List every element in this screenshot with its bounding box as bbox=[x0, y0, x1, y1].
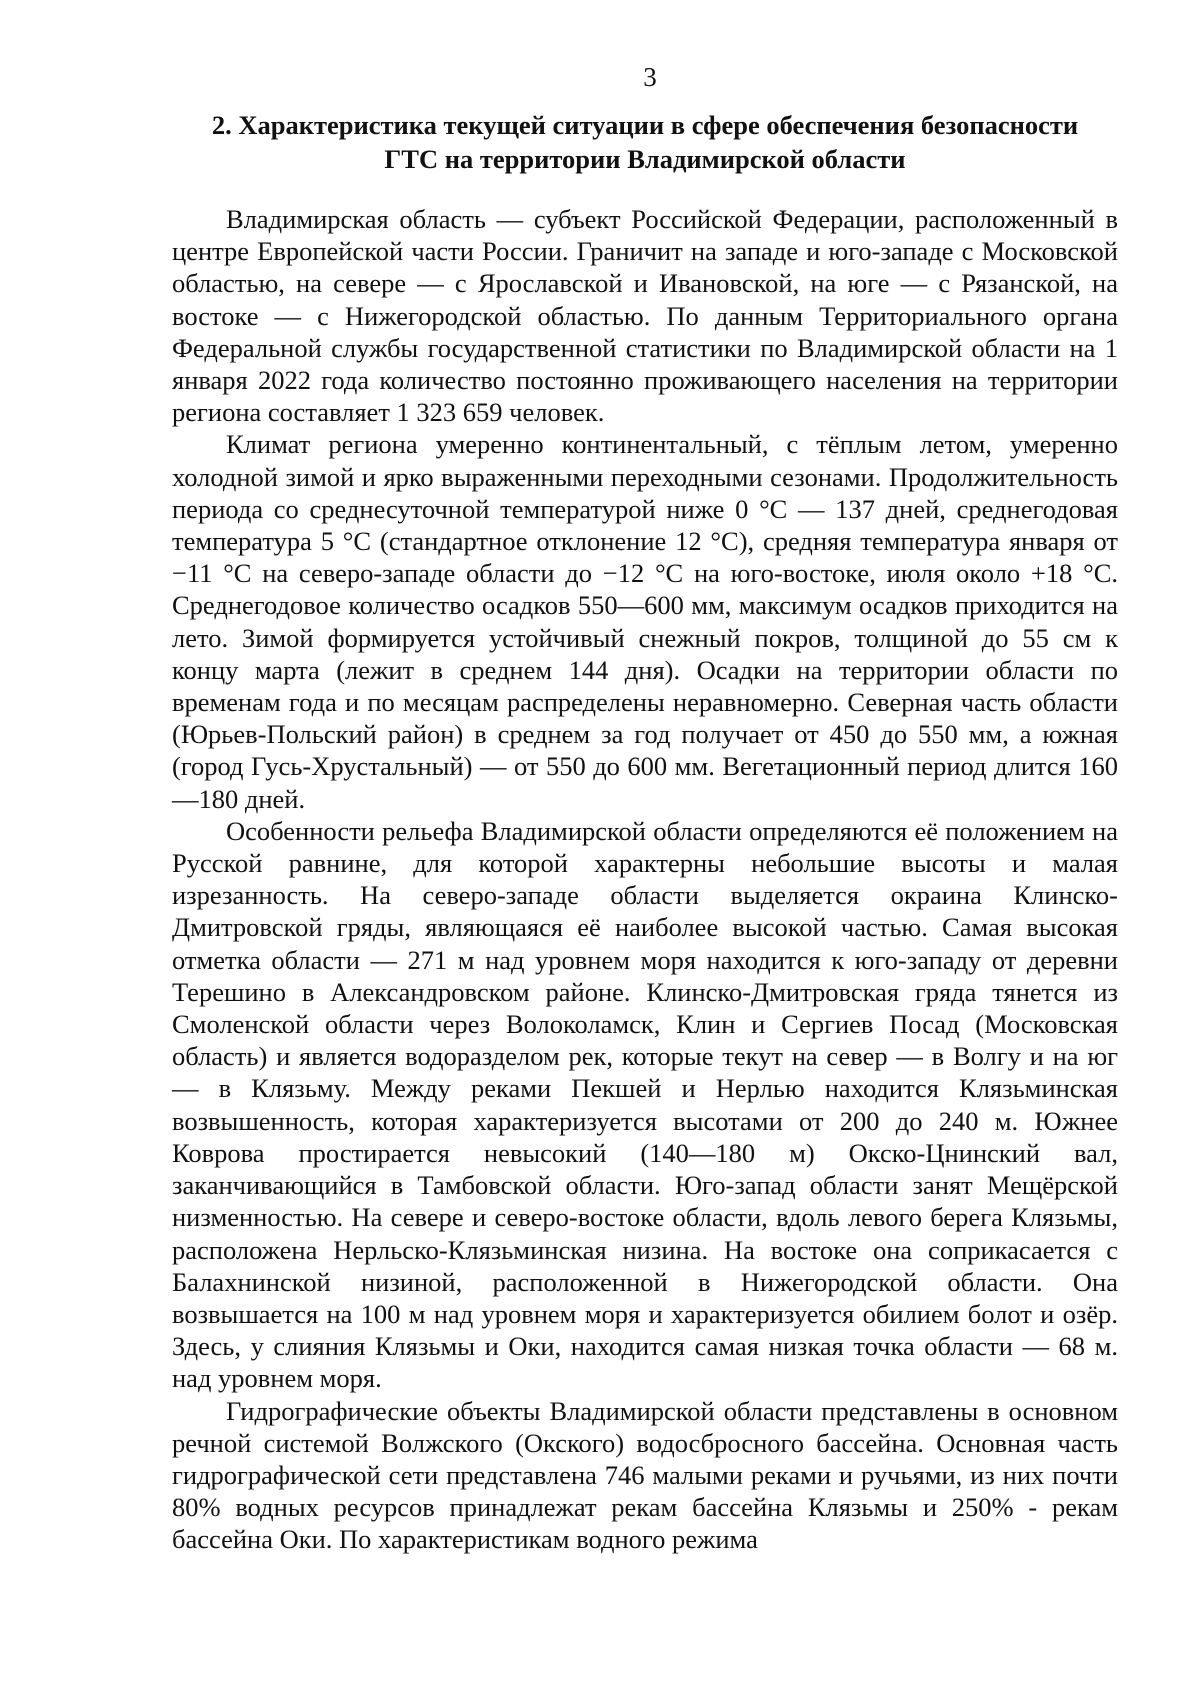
body-text bbox=[172, 203, 1118, 1556]
section-heading-line-2: ГТС на территории Владимирской области bbox=[384, 144, 906, 174]
paragraph-climate: Климат региона умеренно континентальный, с тёплым летом, умеренно холодной зимой и ярко выраженными переходными сезонами. Продолжительность периода со среднесуточной температурой ниже 0 °C — 137 дней, среднегодовая температура 5 °C (стандартное отклонение 12 °C), средняя температура января от −11 °C на северо-западе области до −12 °C на юго-востоке, июля около +18 °C. Среднегодовое количество осадков 550—600 мм, максимум осадков приходится на лето. Зимой формируется устойчивый снежный покров, толщиной до 55 см к концу марта (лежит в среднем 144 дня). Осадки на территории области по временам года и по месяцам распределены неравномерно. Северная часть области (Юрьев-Польский район) в среднем за год получает от 450 до 550 мм, а южная (город Гусь-Хрустальный) — от 550 до 600 мм. Вегетационный период длится 160—180 дней. bbox=[172, 429, 1118, 814]
paragraph-relief: Особенности рельефа Владимирской области определяются её положением на Русской равнине, для которой характерны небольшие высоты и малая изрезанность. На северо-западе области выделяется окраина Клинско-Дмитровской гряды, являющаяся её наиболее высокой частью. Самая высокая отметка области — 271 м над уровнем моря находится к юго-западу от деревни Терешино в Александровском районе. Клинско-Дмитровская гряда тянется из Смоленской области через Волоколамск, Клин и Сергиев Посад (Московская область) и является водоразделом рек, которые текут на север — в Волгу и на юг — в Клязьму. Между реками Пекшей и Нерлью находится Клязьминская возвышенность, которая характеризуется высотами от 200 до 240 м. Южнее Коврова простирается невысокий (140—180 м) Окско-Цнинский вал, заканчивающийся в Тамбовской области. Юго-запад области занят Мещёрской низменностью. На севере и северо-востоке области, вдоль левого берега Клязьмы, расположена Нерльско-Клязьминская низина. На востоке она соприкасается с Балахнинской низиной, расположенной в Нижегородской области. Она возвышается на 100 м над уровнем моря и характеризуется обилием болот и озёр. Здесь, у слияния Клязьмы и Оки, находится самая низкая точка области — 68 м. над уровнем моря. bbox=[172, 815, 1118, 1394]
section-heading bbox=[170, 108, 1120, 176]
paragraph-location: Владимирская область — субъект Российской Федерации, расположенный в центре Европейской части России. Граничит на западе и юго-западе с Московской областью, на севере — с Ярославской и Ивановской, на юге — с Рязанской, на востоке — с Нижегородской областью. По данным Территориального органа Федеральной службы государственной статистики по Владимирской области на 1 января 2022 года количество постоянно проживающего населения на территории региона составляет 1 323 659 человек. bbox=[172, 204, 1118, 428]
paragraph-hydrography: Гидрографические объекты Владимирской области представлены в основном речной системой Волжского (Окского) водосбросного бассейна. Основная часть гидрографической сети представлена 746 малыми реками и ручьями, из них почти 80% водных ресурсов принадлежат рекам бассейна Клязьмы и 250% - рекам бассейна Оки. По характеристикам водного режима bbox=[172, 1395, 1118, 1555]
section-heading-line-1: 2. Характеристика текущей ситуации в сфере обеспечения безопасности bbox=[211, 110, 1079, 140]
page-number: 3 bbox=[643, 62, 657, 92]
